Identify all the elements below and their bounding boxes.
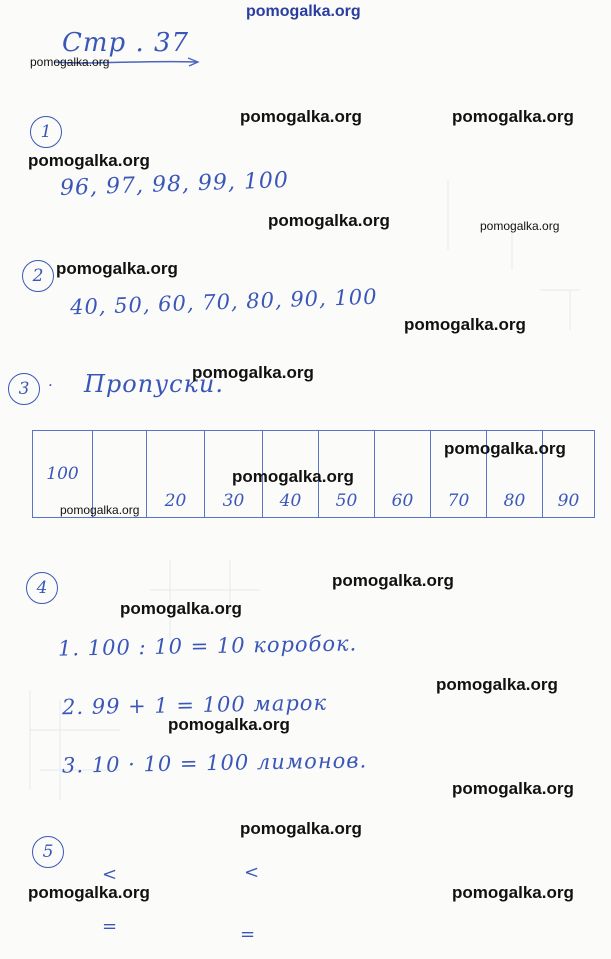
task-1-sequence: 96, 97, 98, 99, 100 [59,168,290,201]
task-4-line-2: 2. 99 + 1 = 100 марок [61,690,328,720]
table-cell: 80 [487,431,543,518]
watermark-17: pomogalka.org [452,883,574,902]
watermark-7: pomogalka.org [192,363,314,382]
watermark-15: pomogalka.org [240,819,362,838]
task-4-line-1: 1. 100 : 10 = 10 коробок. [57,631,358,661]
page-label: Стр . 37 [62,28,190,58]
task-4-line-3: 3. 10 · 10 = 100 лимонов. [61,748,368,778]
table-cell: 40 [263,431,319,518]
watermark-top: pomogalka.org [246,3,361,20]
task-2-sequence: 40, 50, 60, 70, 80, 90, 100 [69,284,378,320]
table-cell: 60 [375,431,431,518]
task-5-sign-4: = [240,924,257,945]
table-cell: 30 [205,431,263,518]
watermark-16: pomogalka.org [28,883,150,902]
watermark-9: pomogalka.org [232,467,354,486]
task-5-sign-2: < [244,862,261,883]
table-cell: 20 [147,431,205,518]
watermark-4: pomogalka.org [268,211,390,230]
task-5-sign-3: = [102,916,119,937]
task-3-number: 3 [8,373,40,405]
task-4-number: 4 [26,572,58,604]
table-cell: 50 [319,431,375,518]
task-5-sign-1: < [102,864,119,885]
watermark-12: pomogalka.org [436,675,558,694]
watermark-small-1: pomogalka.org [30,55,110,69]
watermark-2: pomogalka.org [452,107,574,126]
watermark-13: pomogalka.org [168,715,290,734]
task-3-title: Пропуски. [84,370,224,398]
watermark-5: pomogalka.org [56,259,178,278]
task-5-number: 5 [32,836,64,868]
watermark-3: pomogalka.org [28,151,150,170]
watermark-10: pomogalka.org [332,571,454,590]
watermark-1: pomogalka.org [240,107,362,126]
watermark-14: pomogalka.org [452,779,574,798]
watermark-11: pomogalka.org [120,599,242,618]
watermark-8: pomogalka.org [444,439,566,458]
task-2-number: 2 [22,260,54,292]
watermark-small-2: pomogalka.org [480,219,560,233]
watermark-small-3: pomogalka.org [60,503,140,517]
watermark-6: pomogalka.org [404,315,526,334]
table-cell: 100 [33,431,93,518]
task-1-number: 1 [30,116,62,148]
table-cell: 70 [431,431,487,518]
task-3-dot: . [48,372,54,390]
table-cell: 90 [543,431,595,518]
